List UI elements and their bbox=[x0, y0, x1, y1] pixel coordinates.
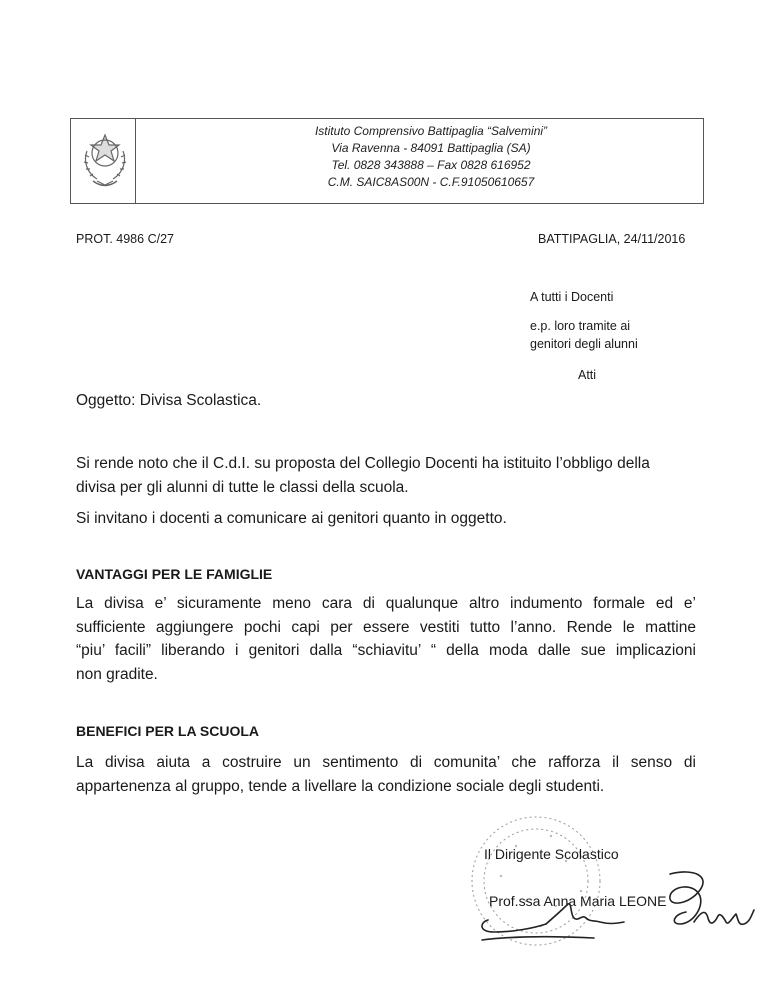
paragraph-invitation: Si invitano i docenti a comunicare ai genitori quanto in oggetto. bbox=[76, 510, 507, 527]
recipient-line: genitori degli alunni bbox=[530, 337, 638, 351]
subject-line: Oggetto: Divisa Scolastica. bbox=[76, 392, 262, 409]
place-date: BATTIPAGLIA, 24/11/2016 bbox=[538, 232, 686, 246]
recipient-atti: Atti bbox=[578, 368, 597, 382]
text-line: “piu’ facili” liberando i genitori dalla “schiavitu’ “ della moda dalle sue implicazioni bbox=[76, 642, 696, 659]
letterhead bbox=[70, 118, 704, 204]
text-line: appartenenza al gruppo, tende a livellare la condizione sociale degli studenti. bbox=[76, 777, 605, 795]
text-line: sufficiente aggiungere pochi capi per essere vestiti tutto l’anno. Rende le mattine bbox=[76, 618, 696, 636]
protocol-number: PROT. 4986 C/27 bbox=[76, 232, 174, 246]
text-line: La divisa aiuta a costruire un sentimento di comunita’ che rafforza il senso di bbox=[76, 754, 696, 771]
section-heading-school: BENEFICI PER LA SCUOLA bbox=[76, 723, 260, 739]
recipient-line: A tutti i Docenti bbox=[530, 290, 614, 304]
section-heading-families: VANTAGGI PER LE FAMIGLIE bbox=[76, 566, 273, 582]
signatory-name: Prof.ssa Anna Maria LEONE bbox=[489, 893, 667, 909]
text-line: non gradite. bbox=[76, 665, 158, 683]
institution-phone: Tel. 0828 343888 – Fax 0828 616952 bbox=[331, 158, 531, 172]
institution-codes: C.M. SAIC8AS00N - C.F.91050610657 bbox=[327, 175, 535, 189]
recipient-line: e.p. loro tramite ai bbox=[530, 319, 631, 333]
institution-address: Via Ravenna - 84091 Battipaglia (SA) bbox=[331, 141, 531, 155]
text-line: Si rende noto che il C.d.I. su proposta del Collegio Docenti ha istituito l’obbligo della bbox=[76, 455, 650, 472]
institution-info bbox=[221, 123, 641, 191]
republic-emblem-icon bbox=[79, 129, 131, 191]
text-line: divisa per gli alunni di tutte le classi della scuola. bbox=[76, 478, 409, 496]
paragraph-school bbox=[76, 751, 696, 798]
signatory-role: Il Dirigente Scolastico bbox=[484, 846, 619, 862]
recipients bbox=[530, 288, 638, 382]
text-line: La divisa e’ sicuramente meno cara di qualunque altro indumento formale ed e’ bbox=[76, 595, 696, 612]
institution-name: Istituto Comprensivo Battipaglia “Salvemini” bbox=[314, 124, 548, 138]
paragraph-announcement bbox=[76, 452, 696, 499]
handwritten-signature-icon bbox=[474, 862, 764, 952]
paragraph-families bbox=[76, 592, 696, 686]
